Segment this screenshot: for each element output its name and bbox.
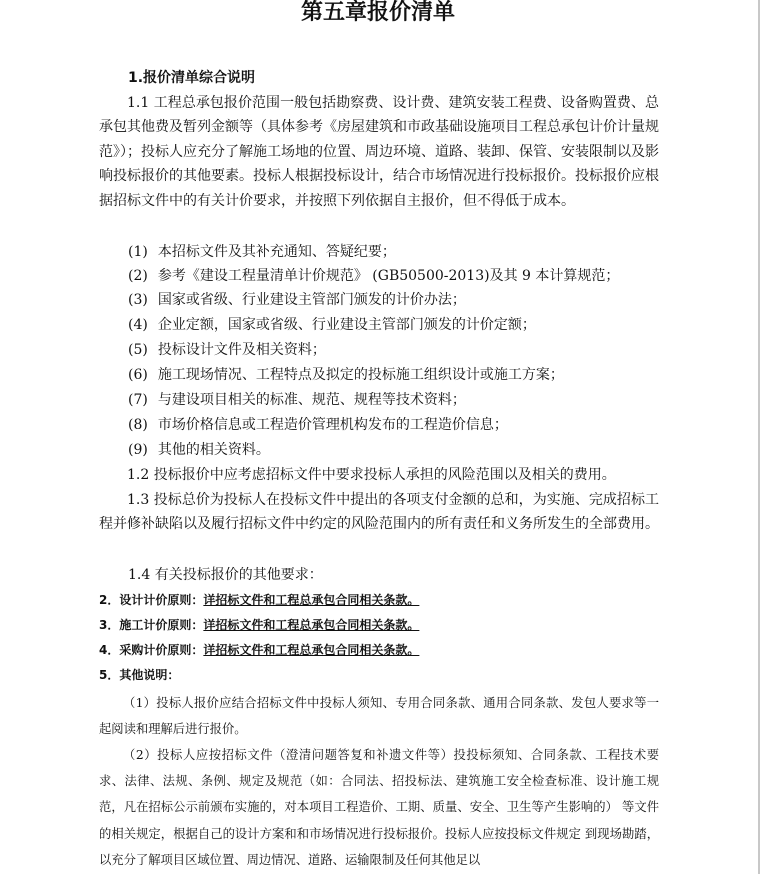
list-item <box>128 363 564 387</box>
paragraph-1-4: 1.4 有关投标报价的其他要求： <box>128 567 323 583</box>
other-note-2: （2）投标人应按招标文件（澄清问题答复和补遗文件等）投投标须知、合同条款、工程技术要求、法律、法规、条例、规定及规范（如：合同法、招投标法、建筑施工安全检查标准、设计施工规范，凡在招标公示前颁布实施的，对本项目工程造价、工期、质量、安全、卫生等产生影响的） 等文件的相关规定，根据自己的设计方案和和市场情况进行投标报价。投标人应按投标文件规定 到现场勘踏，以充分了解项目区域位置、周边情况、道路、运输限制及任何其他足以 <box>99 748 659 867</box>
list-item <box>128 413 508 437</box>
rule-label: 4．采购计价原则： <box>99 643 204 657</box>
list-item-number: (9) <box>128 442 148 458</box>
rule-label: 2．设计计价原则： <box>99 593 204 607</box>
list-item <box>128 338 326 362</box>
page-title: 第五章报价清单 <box>300 0 455 25</box>
list-item-text: 与建设项目相关的标准、规范、规程等技术资料； <box>157 392 466 408</box>
list-item <box>128 264 619 288</box>
list-item <box>128 288 466 312</box>
paragraph-1-1: 1.1 工程总承包报价范围一般包括勘察费、设计费、建筑安装工程费、设备购置费、总承包其他费及暂列金额等（具体参考《房屋建筑和市政基础设施项目工程总承包计价计量规范》）；投标人应充分了解施工场地的位置、周边环境、道路、装卸、保管、安装限制以及影响投标报价的其他要素。投标人根据投标设计，结合市场情况进行投标报价。投标报价应根据招标文件中的有关计价要求，并按照下列依据自主报价，但不得低于成本。 <box>99 95 659 209</box>
list-item-number: (4) <box>128 317 148 333</box>
rule-label: 5．其他说明： <box>99 668 180 682</box>
list-item-number: (6) <box>128 367 148 383</box>
list-item-number: (8) <box>128 417 148 433</box>
list-item <box>128 388 466 412</box>
rule-construction <box>99 615 419 635</box>
list-item-text: 企业定额，国家或省级、行业建设主管部门颁发的计价定额； <box>157 317 536 333</box>
list-item-number: (5) <box>128 342 148 358</box>
rule-design <box>99 590 419 610</box>
other-note-1: （1）投标人报价应结合招标文件中投标人须知、专用合同条款、通用合同条款、发包人要求等一起阅读和理解后进行报价。 <box>99 696 659 737</box>
list-item-text: 投标设计文件及相关资料； <box>157 342 326 358</box>
list-item-number: (3) <box>128 292 148 308</box>
list-item-text: 国家或省级、行业建设主管部门颁发的计价办法； <box>157 292 466 308</box>
rule-procurement <box>99 640 419 660</box>
list-item-number: (7) <box>128 392 148 408</box>
list-item <box>128 313 536 337</box>
list-item-number: (1) <box>128 244 148 260</box>
paragraph-1-2: 1.2 投标报价中应考虑招标文件中要求投标人承担的风险范围以及相关的费用。 <box>127 467 616 483</box>
list-item-text: 其他的相关资料。 <box>157 442 270 458</box>
list-item-text: 参考《建设工程量清单计价规范》 (GB50500-2013)及其 9 本计算规范； <box>157 268 620 284</box>
rule-label: 3．施工计价原则： <box>99 618 204 632</box>
list-item-number: (2) <box>128 268 148 284</box>
rule-value: 详招标文件和工程总承包合同相关条款。 <box>203 593 420 607</box>
rule-value: 详招标文件和工程总承包合同相关条款。 <box>203 643 420 657</box>
paragraph-1-3: 1.3 投标总价为投标人在投标文件中提出的各项支付金额的总和，为实施、完成招标工程并修补缺陷以及履行招标文件中约定的风险范围内的所有责任和义务所发生的全部费用。 <box>99 492 659 533</box>
list-item-text: 市场价格信息或工程造价管理机构发布的工程造价信息； <box>157 417 508 433</box>
rule-other <box>99 665 179 685</box>
section-heading: 1.报价清单综合说明 <box>128 70 256 86</box>
rule-value: 详招标文件和工程总承包合同相关条款。 <box>203 618 420 632</box>
list-item <box>128 438 270 462</box>
list-item-text: 本招标文件及其补充通知、答疑纪要； <box>157 244 396 260</box>
list-item-text: 施工现场情况、工程特点及拟定的投标施工组织设计或施工方案； <box>157 367 564 383</box>
list-item <box>128 240 396 264</box>
